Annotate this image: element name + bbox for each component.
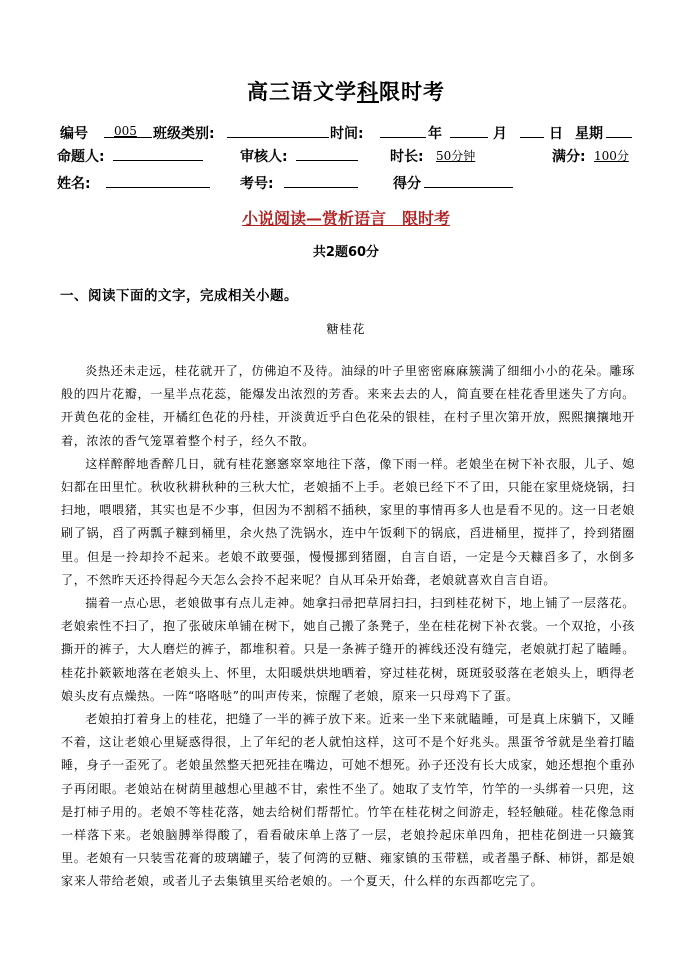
- biaohao-value: 005: [114, 124, 137, 138]
- banji-label: 班级类别:: [153, 126, 215, 142]
- name-field[interactable]: [106, 173, 210, 188]
- score-got-label: 得分: [393, 176, 421, 192]
- biaohao-label: 编号: [60, 126, 88, 142]
- paragraph: 炎热还未走远，桂花就开了，仿佛迫不及待。油绿的叶子里密密麻麻簇满了细细小小的花朵。雕琢般的四片花瓣，一星半点花蕊，能爆发出浓烈的芳香。来来去去的人，简直要在桂花香里迷失了方向。开黄色花的金桂，开橘红色花的丹桂，开淡黄近乎白色花朵的银桂，在村子里次第开放，熙熙攘攘地开着，浓浓的香气笼罩着整个村子，经久不散。: [61, 364, 635, 448]
- score-label: 满分:: [552, 149, 586, 165]
- paragraph: 这样醉醉地香醉几日，就有桂花窸窸窣窣地往下落，像下雨一样。老娘坐在树下补衣服，儿子、媳妇都在田里忙。秋收秋耕秋种的三秋大忙，老娘插不上手。老娘已经下不了田，只能在家里烧烧锅，扫扫地，喂喂猪，其实也是不少事，但因为不割稻不插秧，家里的事情再多人也是看不见的。这一日老娘刷了锅，舀了两瓢子糠到桶里，余火热了洗锅水，连中午饭剩下的锅底，舀进桶里，搅拌了，拎到猪圈里。但是一拎却拎不起来。老娘不敢要强，慢慢挪到猪圈，自言自语，一定是今天糠舀多了，水倒多了，不然昨天还拎得起今天怎么会拎不起来呢？自从耳朵开始聋，老娘就喜欢自言自语。: [61, 456, 635, 587]
- exam-no-label: 考号:: [240, 176, 274, 192]
- passage-title: 糖桂花: [326, 322, 366, 336]
- year-field[interactable]: [380, 123, 426, 138]
- day-field[interactable]: [520, 123, 544, 138]
- duration-value: 50分钟: [436, 149, 476, 163]
- author-field[interactable]: [113, 146, 203, 161]
- total-score: 共2题60分: [312, 245, 380, 260]
- month-field[interactable]: [450, 123, 488, 138]
- exam-no-field[interactable]: [284, 173, 358, 188]
- weekday-label: 星期: [575, 126, 603, 142]
- section-subtitle: 小说阅读—赏析语言 限时考: [241, 209, 450, 228]
- weekday-field[interactable]: [606, 123, 632, 138]
- reviewer-label: 审核人:: [240, 149, 288, 165]
- day-label: 日: [549, 126, 563, 142]
- time-label: 时间:: [330, 126, 364, 142]
- score-got-field[interactable]: [424, 173, 513, 188]
- duration-label: 时长:: [390, 149, 424, 165]
- author-label: 命题人:: [57, 149, 105, 165]
- score-value: 100分: [594, 149, 629, 163]
- paragraph: 揣着一点心思，老娘做事有点儿走神。她拿扫帚把草屑扫扫，扫到桂花树下，地上铺了一层落花。老娘索性不扫了，抱了张破床单铺在树下，她自己搬了条凳子，坐在桂花树下补衣裳。一个双抢，小孩撕开的裤子，大人磨烂的裤子，都堆积着。只是一条裤子缝开的裤线还没有缝完，老娘就打起了瞌睡。桂花扑簌簌地落在老娘头上、怀里，太阳暖烘烘地晒着，穿过桂花树，斑斑驳驳落在老娘头上，晒得老娘头皮有点燥热。一阵“咯咯哒”的叫声传来，惊醒了老娘，原来一只母鸡下了蛋。: [61, 596, 635, 703]
- name-label: 姓名:: [57, 176, 91, 192]
- year-label: 年: [428, 126, 442, 142]
- passage-body: [61, 360, 635, 894]
- month-label: 月: [493, 126, 507, 142]
- banji-field[interactable]: [227, 123, 329, 138]
- page-title: 高三语文学科限时考: [247, 80, 445, 104]
- question-heading: 一、阅读下面的文字，完成相关小题。: [60, 288, 298, 304]
- reviewer-field[interactable]: [296, 146, 358, 161]
- paragraph: 老娘拍打着身上的桂花，把缝了一半的裤子放下来。近来一坐下来就瞌睡，可是真上床躺下，又睡不着，这让老娘心里疑惑得很，上了年纪的老人就怕这样，这可不是个好兆头。黑蛋爷爷就是坐着打瞌睡，身子一歪死了。老娘虽然整天把死挂在嘴边，可她不想死。孙子还没有长大成家，她还想抱个重孙子再闭眼。老娘站在树荫里越想心里越不甘，索性不坐了。她取了支竹竿，竹竿的一头绑着一只兜，这是打柿子用的。老娘不等桂花落，她去给树们帮帮忙。竹竿在桂花树之间游走，轻轻触碰。桂花像急雨一样落下来。老娘脑膊举得酸了，看看破床单上落了一层，老娘拎起床单四角，把桂花倒进一只簸箕里。老娘有一只装雪花膏的玻璃罐子，装了何湾的豆糖、雍家镇的玉带糕，或者墨子酥、柿饼，都是娘家来人带给老娘，或者儿子去集镇里买给老娘的。一个夏天，什么样的东西都吃完了。: [61, 712, 635, 889]
